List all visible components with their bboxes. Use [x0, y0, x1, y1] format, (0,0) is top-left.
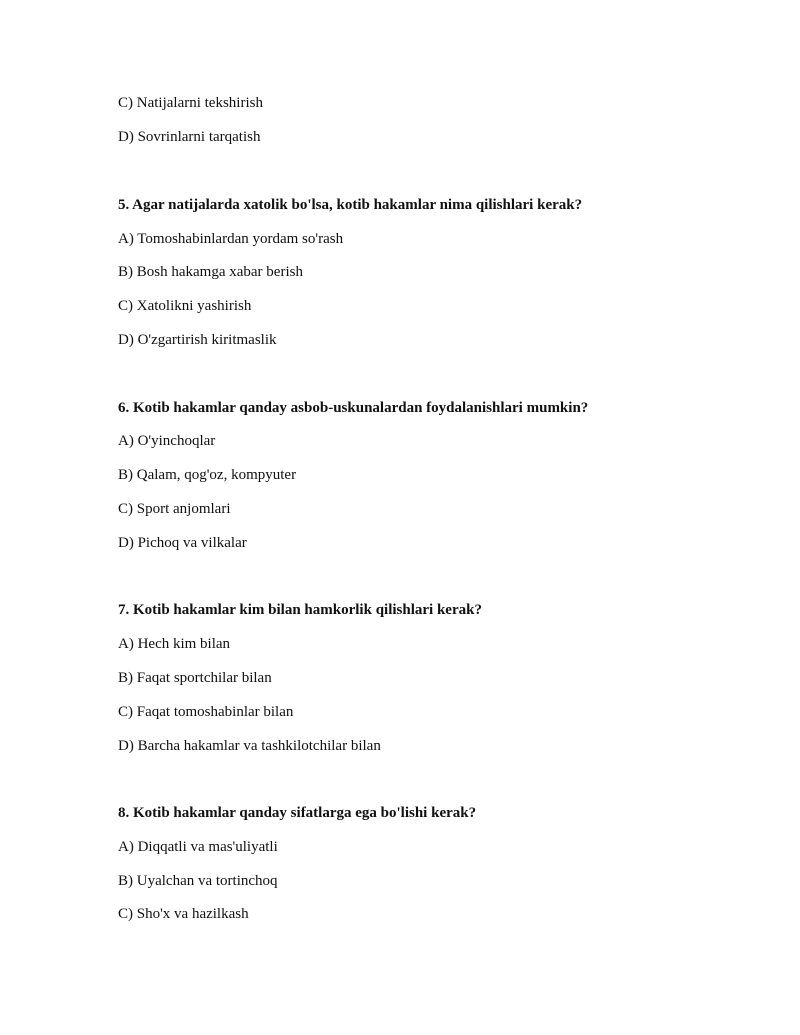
answer-option: A) O'yinchoqlar [118, 433, 216, 449]
answer-option: D) Barcha hakamlar va tashkilotchilar bilan [118, 738, 381, 754]
answer-option: B) Faqat sportchilar bilan [118, 670, 272, 686]
answer-option: A) Hech kim bilan [118, 636, 231, 652]
answer-option: B) Bosh hakamga xabar berish [118, 264, 303, 280]
question-heading: 6. Kotib hakamlar qanday asbob-uskunalardan foydalanishlari mumkin? [118, 400, 589, 416]
answer-option: A) Diqqatli va mas'uliyatli [118, 839, 278, 855]
answer-option: B) Uyalchan va tortinchoq [118, 873, 278, 889]
answer-option: C) Faqat tomoshabinlar bilan [118, 704, 294, 720]
answer-option: C) Sport anjomlari [118, 501, 231, 517]
answer-option: D) O'zgartirish kiritmaslik [118, 332, 277, 348]
answer-option: B) Qalam, qog'oz, kompyuter [118, 467, 297, 483]
answer-option: C) Xatolikni yashirish [118, 298, 252, 314]
question-heading: 8. Kotib hakamlar qanday sifatlarga ega bo'lishi kerak? [118, 805, 477, 821]
question-heading: 5. Agar natijalarda xatolik bo'lsa, kotib hakamlar nima qilishlari kerak? [118, 197, 583, 213]
answer-option: D) Pichoq va vilkalar [118, 535, 247, 551]
question-heading: 7. Kotib hakamlar kim bilan hamkorlik qilishlari kerak? [118, 602, 482, 618]
answer-option: A) Tomoshabinlardan yordam so'rash [118, 231, 344, 247]
answer-option: D) Sovrinlarni tarqatish [118, 129, 261, 145]
answer-option: C) Natijalarni tekshirish [118, 95, 263, 111]
answer-option: C) Sho'x va hazilkash [118, 906, 249, 922]
